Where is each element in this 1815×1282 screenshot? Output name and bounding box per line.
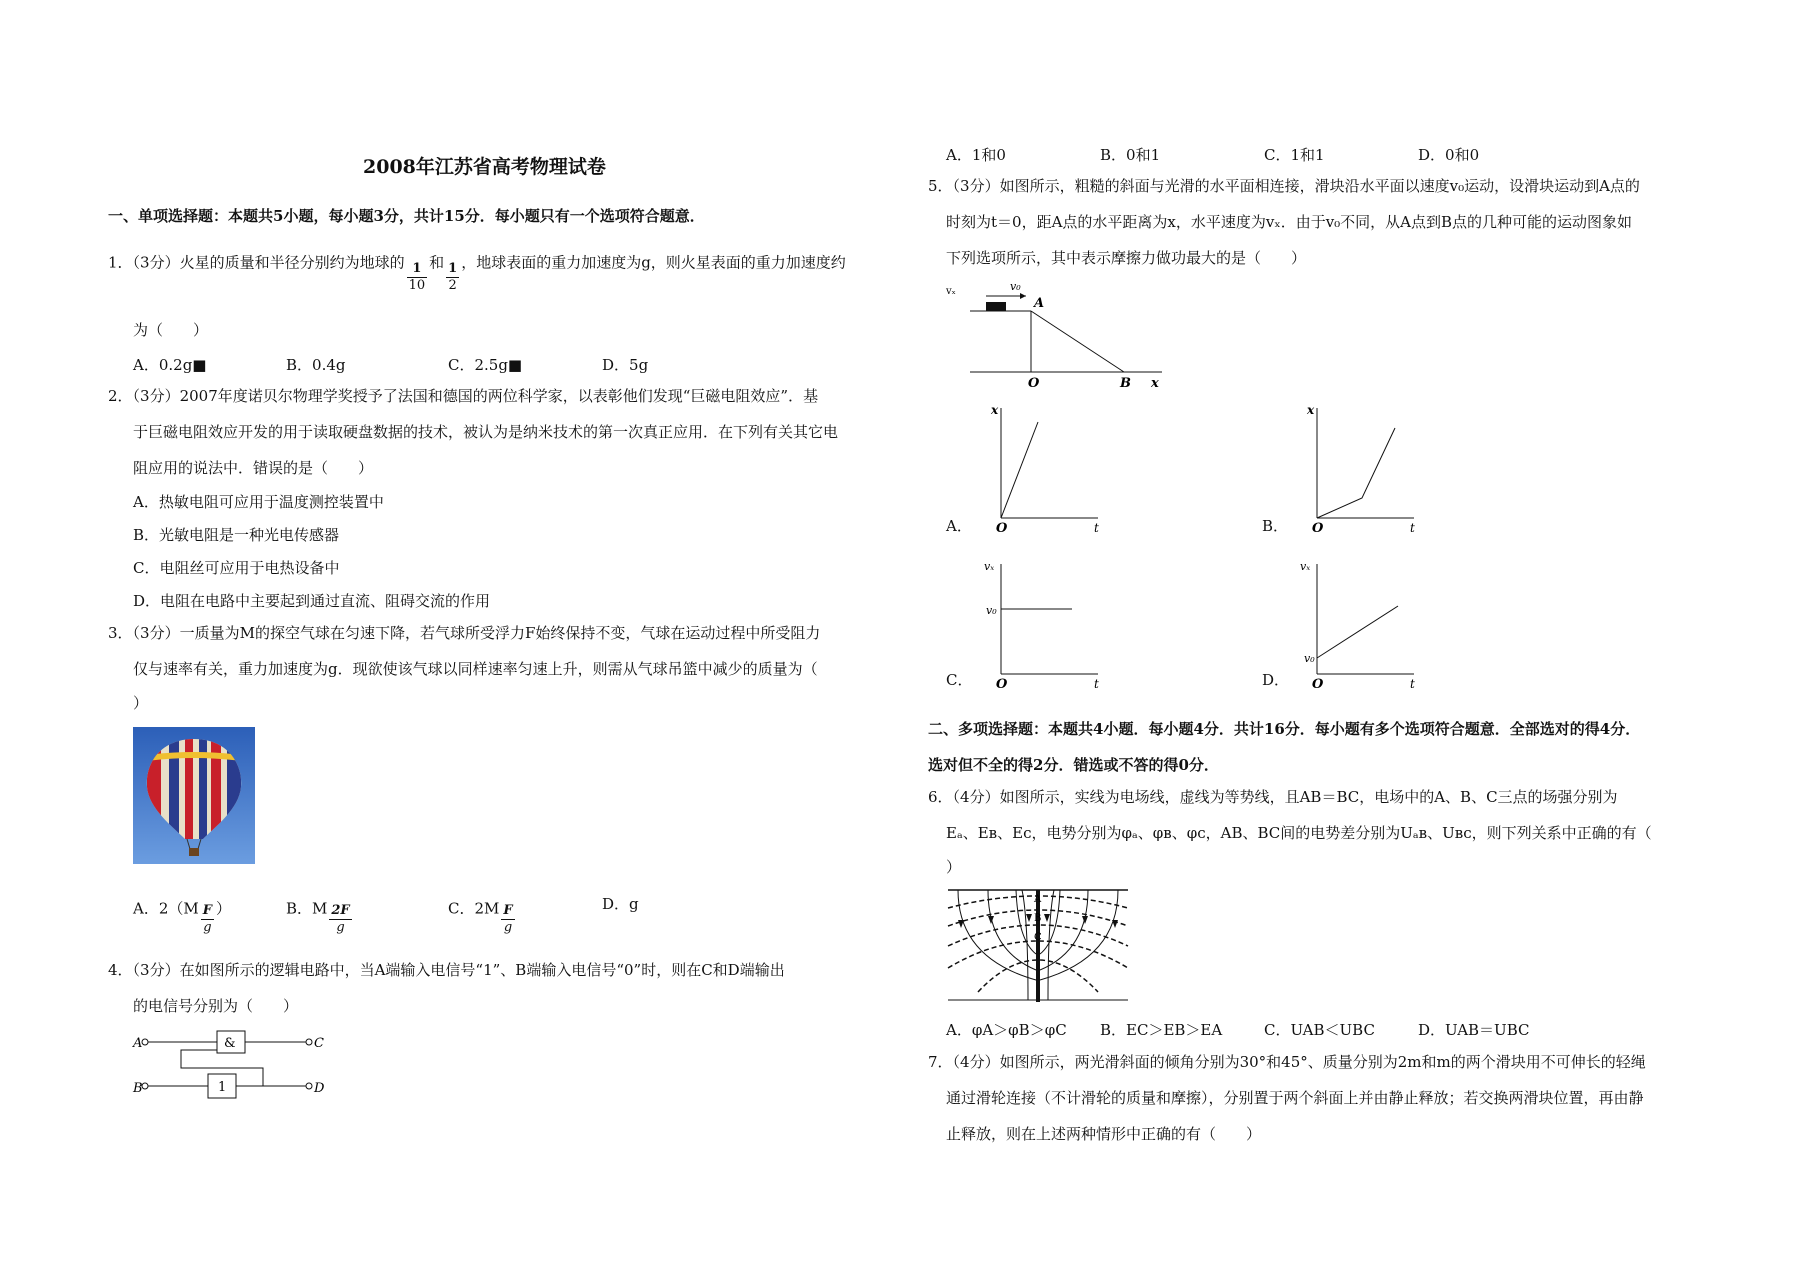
- graph-c-vx-t: [976, 556, 1106, 691]
- q7-text-1: 7．（4分）如图所示，两光滑斜面的倾角分别为30°和45°、质量分别为2m和m的两个滑块用不可伸长的轻绳: [928, 1053, 1646, 1071]
- q2-text-3: 阻应用的说法中．错误的是（ ）: [133, 459, 374, 477]
- q2-option-d[interactable]: D．电阻在电路中主要起到通过直流、阻碍交流的作用: [133, 592, 491, 610]
- fraction: $\frac{2F}{g}$: [331, 903, 350, 935]
- q3-option-d[interactable]: D．g: [602, 895, 639, 913]
- incline-diagram: [946, 278, 1176, 390]
- hot-air-balloon-image: [133, 727, 255, 864]
- section-1-header: 一、单项选择题：本题共5小题，每小题3分，共计15分．每小题只有一个选项符合题意．: [108, 207, 705, 225]
- point-b-label: B: [1034, 913, 1042, 924]
- q2-text-1: 2．（3分）2007年度诺贝尔物理学奖授予了法国和德国的两位科学家，以表彰他们发现“巨磁电阻效应”．基: [108, 387, 819, 405]
- q1-option-c[interactable]: C．2.5g■: [448, 356, 523, 374]
- q3-option-a[interactable]: A．2（M $\frac{F}{g}$ ）: [133, 899, 231, 935]
- q4-text-1: 4．（3分）在如图所示的逻辑电路中，当A端输入电信号“1”、B端输入电信号“0”时，则在C和D端输出: [108, 961, 785, 979]
- v0-label: v₀: [1010, 280, 1021, 293]
- q1-option-b[interactable]: B．0.4g: [286, 356, 346, 374]
- point-b-label: B: [1120, 376, 1131, 391]
- q1-option-a[interactable]: A．0.2g■: [133, 356, 207, 374]
- q1-text: 1．（3分）火星的质量和半径分别约为地球的 $\frac{1}{10}$ 和 $\frac{1}{2}$ ，地球表面的重力加速度为g，则火星表面的重力加速度约: [108, 253, 846, 293]
- q4-option-b[interactable]: B．0和1: [1100, 146, 1161, 164]
- point-a-label: A: [1034, 296, 1045, 311]
- q6-option-d[interactable]: D．UAB＝UBC: [1418, 1021, 1530, 1039]
- q3-option-b[interactable]: B．M $\frac{2F}{g}$: [286, 899, 350, 935]
- graph-d-vx-t: [1292, 556, 1422, 691]
- v0-tick-label: v₀: [1304, 652, 1315, 665]
- section-2-header-1: 二、多项选择题：本题共4小题．每小题4分．共计16分．每小题有多个选项符合题意．全部选对的得4分．: [928, 720, 1641, 738]
- label-c: C: [314, 1036, 324, 1051]
- fraction: $\frac{F}{g}$: [503, 903, 513, 935]
- section-2-header-2: 选对但不全的得2分．错选或不答的得0分．: [928, 756, 1219, 774]
- q7-text-3: 止释放，则在上述两种情形中正确的有（ ）: [946, 1125, 1262, 1143]
- q4-option-a[interactable]: A．1和0: [946, 146, 1006, 164]
- q2-text-2: 于巨磁电阻效应开发的用于读取硬盘数据的技术，被认为是纳米技术的第一次真正应用．在下列有关其它电: [133, 423, 839, 441]
- q4-option-d[interactable]: D．0和0: [1418, 146, 1480, 164]
- q6-option-c[interactable]: C．UAB＜UBC: [1264, 1021, 1375, 1039]
- fraction: $\frac{1}{2}$: [448, 261, 458, 293]
- label-a: A: [133, 1036, 143, 1051]
- q5-text-3: 下列选项所示，其中表示摩擦力做功最大的是（ ）: [946, 249, 1307, 267]
- electric-field-diagram: [948, 888, 1130, 1004]
- q2-option-c[interactable]: C．电阻丝可应用于电热设备中: [133, 559, 340, 577]
- page-title: 2008年江苏省高考物理试卷: [363, 156, 606, 178]
- q5-option-b[interactable]: B．: [1262, 517, 1289, 535]
- v0-tick-label: v₀: [986, 604, 997, 617]
- q5-option-a[interactable]: A．: [946, 517, 972, 535]
- fraction: $\frac{1}{10}$: [408, 261, 426, 293]
- q3-text-1: 3．（3分）一质量为M的探空气球在匀速下降，若气球所受浮力F始终保持不变，气球在运动过程中所受阻力: [108, 624, 821, 642]
- q5-option-d[interactable]: D．: [1262, 671, 1290, 689]
- q6-text-1: 6．（4分）如图所示，实线为电场线，虚线为等势线，且AB＝BC，电场中的A、B、C三点的场强分别为: [928, 788, 1618, 806]
- q2-option-a[interactable]: A．热敏电阻可应用于温度测控装置中: [133, 493, 384, 511]
- q4-option-c[interactable]: C．1和1: [1264, 146, 1325, 164]
- q6-text-2: Eₐ、Eʙ、Eᴄ，电势分别为φₐ、φʙ、φᴄ，AB、BC间的电势差分别为Uₐʙ、Uʙᴄ，则下列关系中正确的有（: [946, 824, 1652, 842]
- fraction: $\frac{F}{g}$: [202, 903, 212, 935]
- x-axis-label: x: [1151, 376, 1159, 391]
- graph-b-x-t: [1292, 400, 1422, 535]
- axis-t-label: t: [1410, 677, 1415, 691]
- axis-vx-label: vₓ: [984, 560, 995, 573]
- q6-option-a[interactable]: A．φA＞φB＞φC: [946, 1021, 1067, 1039]
- axis-t-label: t: [1094, 677, 1099, 691]
- q7-text-2: 通过滑轮连接（不计滑轮的质量和摩擦），分别置于两个斜面上并由静止释放；若交换两滑块位置，再由静: [946, 1089, 1644, 1107]
- q3-text-3: ）: [133, 694, 149, 712]
- q5-text-1: 5．（3分）如图所示，粗糙的斜面与光滑的水平面相连接，滑块沿水平面以速度v₀运动，设滑块运动到A点的: [928, 177, 1640, 195]
- graph-a-x-t: [976, 400, 1106, 535]
- origin-label: O: [1312, 677, 1324, 692]
- point-c-label: C: [1034, 932, 1042, 943]
- q2-option-b[interactable]: B．光敏电阻是一种光电传感器: [133, 526, 340, 544]
- axis-x-label: x: [1307, 403, 1315, 417]
- q4-text-2: 的电信号分别为（ ）: [133, 997, 299, 1015]
- origin-label: O: [996, 521, 1008, 536]
- q3-text-2: 仅与速率有关，重力加速度为g．现欲使该气球以同样速率匀速上升，则需从气球吊篮中减少的质量为（: [133, 660, 818, 678]
- q6-text-3: ）: [946, 858, 962, 876]
- q5-option-c[interactable]: C．: [946, 671, 973, 689]
- q5-text-2: 时刻为t＝0，距A点的水平距离为x，水平速度为vₓ．由于v₀不同，从A点到B点的几种可能的运动图象如: [946, 213, 1633, 231]
- not-gate-symbol: 1: [218, 1080, 227, 1095]
- q3-option-c[interactable]: C．2M $\frac{F}{g}$: [448, 899, 513, 935]
- and-gate-symbol: &: [224, 1036, 236, 1051]
- q1-text-2: 为（ ）: [133, 321, 209, 339]
- axis-x-label: x: [991, 403, 999, 417]
- q6-option-b[interactable]: B．EC＞EB＞EA: [1100, 1021, 1223, 1039]
- origin-label: O: [1312, 521, 1324, 536]
- point-a-label: A: [1034, 894, 1042, 905]
- q1-option-d[interactable]: D．5g: [602, 356, 649, 374]
- axis-t-label: t: [1094, 521, 1099, 535]
- origin-label: O: [1028, 376, 1040, 391]
- label-d: D: [314, 1081, 325, 1096]
- axis-t-label: t: [1410, 521, 1415, 535]
- axis-vx-label: vₓ: [1300, 560, 1311, 573]
- logic-circuit-diagram: [133, 1028, 323, 1098]
- origin-label: O: [996, 677, 1008, 692]
- vx-label: vₓ: [946, 286, 956, 297]
- label-b: B: [133, 1081, 143, 1096]
